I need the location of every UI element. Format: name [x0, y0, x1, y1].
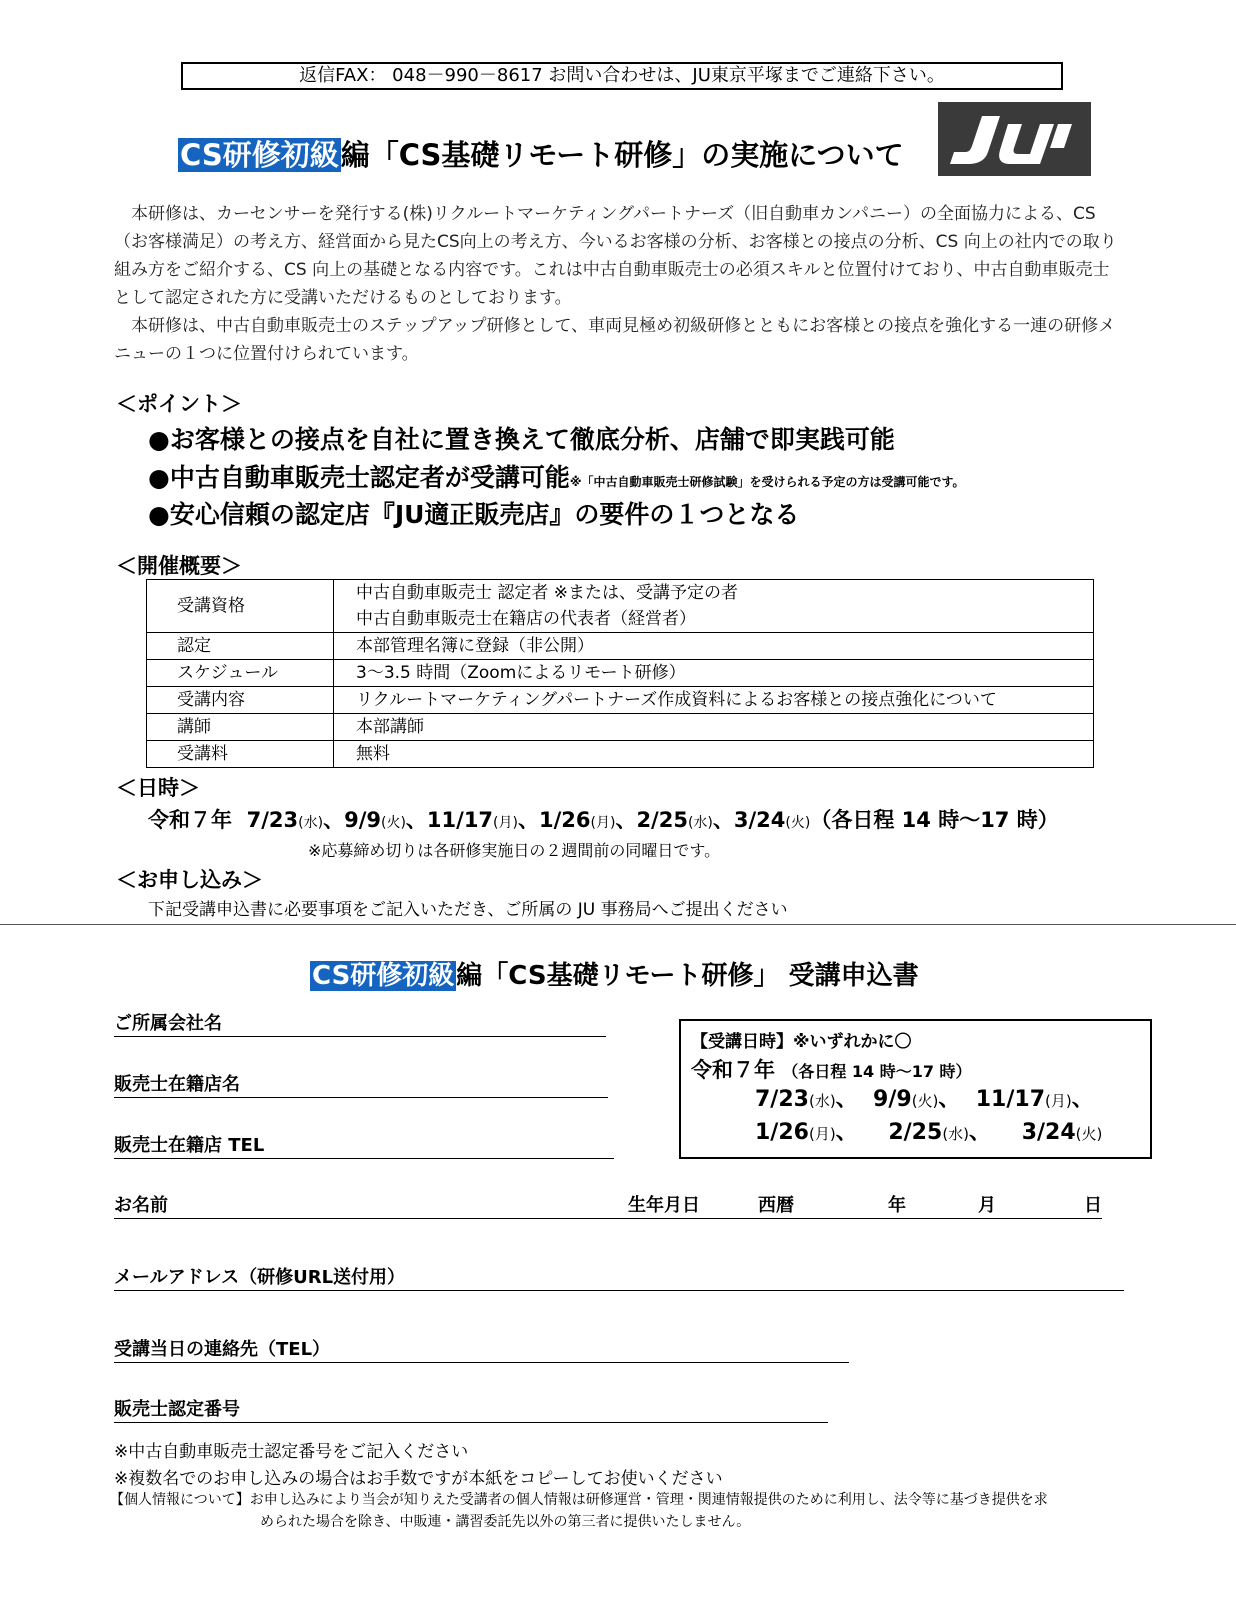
schedule-dates	[148, 804, 1059, 834]
apply-text: 下記受講申込書に必要事項をご記入いただき、ご所属の JU 事務局へご提出ください	[148, 900, 788, 920]
session-row-1[interactable]	[755, 1084, 1140, 1117]
western-label: 西暦	[758, 1195, 794, 1216]
point-item-1: ●お客様との接点を自社に置き換えて徹底分析、店舗で即実践可能	[148, 425, 895, 454]
overview-label: 認定	[147, 633, 334, 660]
overview-table	[146, 579, 1094, 768]
table-row	[147, 633, 1094, 660]
schedule-sep: 、	[712, 808, 734, 832]
table-row	[147, 714, 1094, 741]
session-sep: 、	[938, 1087, 961, 1112]
overview-label: 受講資格	[147, 580, 334, 633]
session-weekday: (水)	[942, 1125, 970, 1143]
schedule-weekday: (火)	[785, 815, 811, 831]
schedule-weekday: (月)	[590, 815, 616, 831]
intro-text	[114, 200, 1124, 368]
table-row	[147, 741, 1094, 768]
schedule-date: 1/26	[538, 808, 591, 832]
deadline-note: ※応募締め切りは各研修実施日の２週間前の同曜日です。	[308, 841, 721, 860]
points-heading: ＜ポイント＞	[116, 392, 242, 416]
session-sep: 、	[835, 1087, 858, 1112]
name-birth-field[interactable]	[114, 1191, 1102, 1219]
title-highlight: CS研修初級	[180, 138, 339, 172]
cut-line	[0, 924, 1236, 925]
email-field[interactable]	[114, 1263, 1124, 1291]
day-label: 日	[1084, 1195, 1102, 1216]
schedule-date: 2/25	[636, 808, 688, 832]
session-option[interactable]: 9/9	[873, 1087, 912, 1112]
privacy-line-1: 【個人情報について】お申し込みにより当会が知りえた受講者の個人情報は研修運営・管理・関連情報提供のために利用し、法令等に基づき提供を求	[110, 1492, 1048, 1508]
schedule-time: （各日程 14 時～17 時）	[810, 808, 1059, 832]
point-item-3: ●安心信頼の認定店『JU適正販売店』の要件の１つとなる	[148, 500, 800, 529]
schedule-date: 11/17	[426, 808, 494, 832]
overview-value-line: 中古自動車販売士在籍店の代表者（経営者）	[356, 609, 696, 629]
copy-note: ※複数名でのお申し込みの場合はお手数ですが本紙をコピーしてお使いください	[114, 1469, 723, 1489]
overview-label: 講師	[147, 714, 334, 741]
store-tel-label: 販売士在籍店 TEL	[114, 1135, 265, 1156]
schedule-weekday: (月)	[493, 815, 518, 831]
overview-value: リクルートマーケティングパートナーズ作成資料によるお客様との接点強化について	[334, 687, 1094, 714]
session-weekday: (火)	[911, 1092, 939, 1110]
schedule-sep: 、	[517, 808, 539, 832]
overview-heading: ＜開催概要＞	[116, 554, 242, 578]
table-row	[147, 660, 1094, 687]
form-title-highlight: CS研修初級	[312, 961, 455, 991]
table-row	[147, 580, 1094, 633]
session-sep: 、	[1071, 1087, 1094, 1112]
year-label: 年	[888, 1195, 906, 1216]
cert-number-label: 販売士認定番号	[114, 1399, 240, 1420]
session-option[interactable]: 3/24	[1021, 1120, 1076, 1145]
company-field[interactable]	[114, 1009, 606, 1037]
schedule-sep: 、	[405, 808, 427, 832]
session-box	[679, 1019, 1152, 1159]
intro-paragraph-2: 本研修は、中古自動車販売士のステップアップ研修として、車両見極め初級研修とともにお客様との接点を強化する一連の研修メニューの１つに位置付けられています。	[114, 316, 1116, 364]
overview-value: 無料	[334, 741, 1094, 768]
email-label: メールアドレス（研修URL送付用）	[114, 1267, 406, 1288]
store-field[interactable]	[114, 1070, 608, 1098]
schedule-weekday: (水)	[687, 815, 713, 831]
session-option[interactable]: 7/23	[755, 1087, 809, 1112]
schedule-heading: ＜日時＞	[116, 776, 200, 800]
session-weekday: (月)	[1045, 1092, 1072, 1110]
table-row	[147, 687, 1094, 714]
title-rest: 編「CS基礎リモート研修」の実施について	[340, 138, 904, 172]
overview-label: 受講内容	[147, 687, 334, 714]
session-weekday: (月)	[808, 1125, 836, 1143]
fax-banner	[181, 62, 1063, 90]
session-time: （各日程 14 時～17 時）	[782, 1062, 972, 1081]
month-label: 月	[978, 1195, 996, 1216]
overview-value: 本部講師	[334, 714, 1094, 741]
schedule-weekday: (火)	[380, 815, 406, 831]
cert-note: ※中古自動車販売士認定番号をご記入ください	[114, 1442, 469, 1462]
privacy-line-2: められた場合を除き、中販連・講習委託先以外の第三者に提供いたしません。	[260, 1514, 751, 1530]
contact-label: 受講当日の連絡先（TEL）	[114, 1339, 331, 1360]
privacy-notice	[110, 1489, 1130, 1533]
store-label: 販売士在籍店名	[114, 1074, 240, 1095]
point-item-2	[148, 458, 965, 494]
session-era-line	[691, 1054, 1140, 1084]
session-weekday: (火)	[1075, 1125, 1103, 1143]
form-title	[310, 955, 919, 992]
overview-value: 本部管理名簿に登録（非公開）	[334, 633, 1094, 660]
schedule-era: 令和７年	[148, 808, 232, 832]
fax-banner-text: 返信FAX： 048－990－8617 お問い合わせは、JU東京平塚までご連絡下さい。	[299, 65, 945, 86]
overview-label: スケジュール	[147, 660, 334, 687]
apply-heading: ＜お申し込み＞	[116, 868, 263, 892]
overview-label: 受講料	[147, 741, 334, 768]
overview-value-line: 中古自動車販売士 認定者 ※または、受講予定の者	[356, 583, 739, 603]
page-title	[178, 133, 904, 174]
schedule-weekday: (水)	[298, 815, 324, 831]
cert-number-field[interactable]	[114, 1395, 828, 1423]
session-option[interactable]: 2/25	[888, 1120, 943, 1145]
schedule-date: 7/23	[246, 808, 299, 832]
session-row-2[interactable]	[755, 1117, 1140, 1150]
contact-field[interactable]	[114, 1335, 849, 1363]
overview-value: 3～3.5 時間（Zoomによるリモート研修）	[334, 660, 1094, 687]
session-option[interactable]: 11/17	[975, 1087, 1046, 1112]
session-option[interactable]: 1/26	[755, 1120, 809, 1145]
session-heading: 【受講日時】※いずれかに〇	[691, 1032, 912, 1052]
ju-logo-icon	[938, 102, 1091, 176]
session-weekday: (水)	[808, 1092, 836, 1110]
store-tel-field[interactable]	[114, 1131, 614, 1159]
schedule-date: 9/9	[344, 808, 381, 832]
session-era: 令和７年	[691, 1058, 775, 1082]
schedule-sep: 、	[323, 808, 345, 832]
overview-value	[334, 580, 1094, 633]
point-item-2-text: ●中古自動車販売士認定者が受講可能	[148, 463, 570, 492]
session-sep: 、	[835, 1120, 858, 1145]
form-title-rest: 編「CS基礎リモート研修」 受講申込書	[456, 961, 919, 991]
company-label: ご所属会社名	[114, 1013, 222, 1034]
schedule-date: 3/24	[733, 808, 786, 832]
session-sep: 、	[969, 1120, 992, 1145]
name-label: お名前	[114, 1195, 168, 1216]
birth-label: 生年月日	[628, 1195, 700, 1216]
point-item-2-note: ※「中古自動車販売士研修試験」を受けられる予定の方は受講可能です。	[569, 475, 965, 489]
intro-paragraph-1: 本研修は、カーセンサーを発行する(株)リクルートマーケティングパートナーズ（旧自動車カンパニー）の全面協力による、CS（お客様満足）の考え方、経営面から見たCS向上の考え方、今いるお客様の分析、お客様との接点の分析、CS 向上の社内での取り組み方をご紹介する、CS 向上の基礎となる内容です。これは中古自動車販売士の必須スキルと位置付けており、中古自動車販売士として認定された方に受講いただけるものとしております。	[114, 204, 1117, 308]
schedule-sep: 、	[615, 808, 637, 832]
